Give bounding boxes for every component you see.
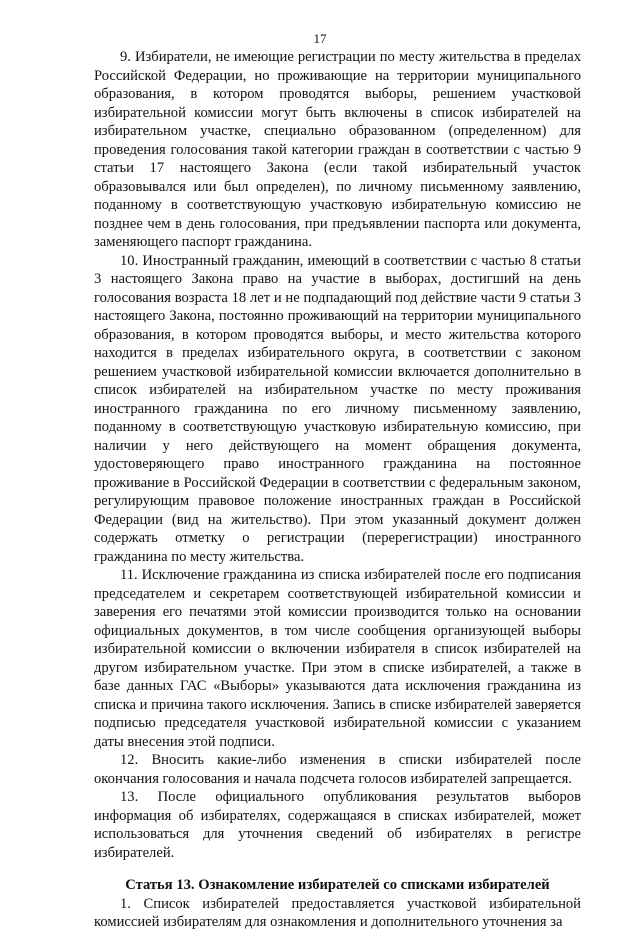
paragraph-11: 11. Исключение гражданина из списка избирателей после его подписания председателем и секретарем соответствующей избирательной комиссии и заверения его печатями этой комиссии производится только на основании официальных документов, в том числе сообщения организующей выборы избирательной комиссии о включении избирателя в список избирателей на другом избирательном участке. При этом в списке избирателей, а также в базе данных ГАС «Выборы» указываются дата исключения гражданина из списка и причина такого исключения. Запись в списке избирателей заверяется подписью председателя участковой избирательной комиссии с указанием даты внесения этой подписи. xyxy=(94,567,581,750)
paragraph-13: 13. После официального опубликования результатов выборов информация об избирателях, содержащаяся в списках избирателей, может использоваться для уточнения сведений об избирателях в регистре избирателей. xyxy=(94,789,581,861)
paragraph-article13-1: 1. Список избирателей предоставляется участковой избирательной комиссией избирателям для ознакомления и дополнительного уточнения за xyxy=(94,895,581,930)
paragraph-9: 9. Избиратели, не имеющие регистрации по месту жительства в пределах Российской Федерации, но проживающие на территории муниципального образования, в котором проводятся выборы, решением участковой избирательной комиссии могут быть включены в список избирателей на избирательном участке, специально образованном (определенном) для проведения голосования такой категории граждан в соответствии с частью 9 статьи 17 настоящего Закона (если такой избирательный участок образовывался или был определен), по личному письменному заявлению, поданному в соответствующую участковую избирательную комиссию не позднее чем в день голосования, при предъявлении паспорта или документа, заменяющего паспорт гражданина. xyxy=(94,49,581,250)
paragraph-10: 10. Иностранный гражданин, имеющий в соответствии с частью 8 статьи 3 настоящего Закона право на участие в выборах, достигший на день голосования возраста 18 лет и не подпадающий под действие части 9 статьи 3 настоящего Закона, постоянно проживающий на территории муниципального образования, в котором проводятся выборы, и место жительства которого находится в пределах избирательного округа, в соответствии с законом решением участковой избирательной комиссии включается дополнительно в список избирателей на избирательном участке по месту проживания иностранного гражданина по его личному письменному заявлению, поданному в соответствующую участковую избирательную комиссию, при наличии у него действующего на момент обращения документа, удостоверяющего право иностранного гражданина на постоянное проживание в Российской Федерации в соответствии с федеральным законом, регулирующим правовое положение иностранных граждан в Российской Федерации (вид на жительство). При этом указанный документ должен содержать отметку о регистрации (перерегистрации) иностранного гражданина по месту жительства. xyxy=(94,252,581,565)
page-body xyxy=(94,48,581,932)
paragraph-12: 12. Вносить какие-либо изменения в списки избирателей после окончания голосования и начала подсчета голосов избирателей запрещается. xyxy=(94,752,581,787)
page-number: 17 xyxy=(313,31,327,46)
article-heading: Статья 13. Ознакомление избирателей со списками избирателей xyxy=(125,877,550,893)
